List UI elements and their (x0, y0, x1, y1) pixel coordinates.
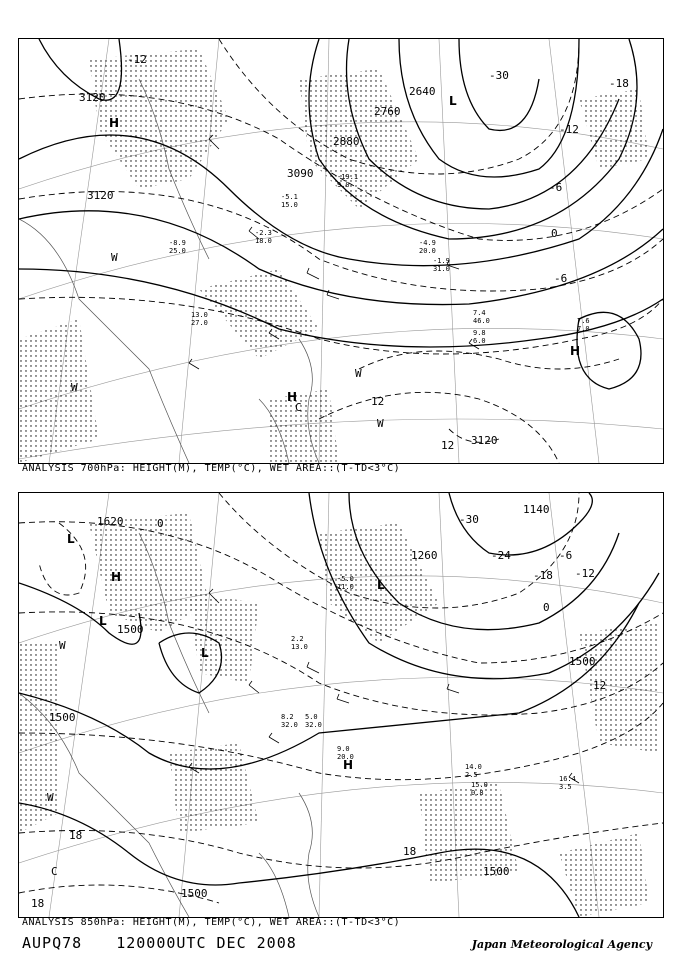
station-obs: 7.4 (473, 309, 486, 317)
height-label: 1500 (181, 887, 208, 900)
height-label: 1140 (523, 503, 550, 516)
temperature-label: 12 (441, 439, 455, 452)
height-label: 2880 (333, 135, 360, 148)
chart-timestamp: 120000UTC DEC 2008 (116, 934, 297, 952)
station-obs: 9.0 (337, 745, 350, 753)
station-obs: 5.0 (305, 713, 318, 721)
temperature-label: -24 (491, 549, 511, 562)
pressure-center-label: L (201, 646, 209, 660)
pressure-center-label: W (111, 251, 118, 264)
pressure-center-label: H (343, 758, 354, 772)
height-label: 1620 (97, 515, 124, 528)
pressure-center-label: H (111, 570, 122, 584)
pressure-center-label: H (287, 390, 298, 404)
station-obs: 16.4 (559, 775, 576, 783)
station-obs: -4.9 (419, 239, 436, 247)
station-obs: 32.0 (281, 721, 298, 729)
pressure-center-label: L (377, 578, 385, 592)
station-obs: 15.0 (281, 201, 298, 209)
station-obs: 7.6 (577, 317, 590, 325)
height-label: 1500 (569, 655, 596, 668)
station-obs: 9.8 (473, 329, 486, 337)
station-obs: -8.9 (169, 239, 186, 247)
temperature-label: 18 (403, 845, 417, 858)
pressure-center-label: W (71, 381, 78, 394)
station-obs: 6.0 (473, 337, 486, 345)
station-obs: 2.5 (465, 771, 478, 779)
station-obs: 46.0 (473, 317, 490, 325)
height-label: 1500 (483, 865, 510, 878)
temperature-label: 0 (157, 517, 164, 530)
pressure-center-label: H (109, 116, 120, 130)
temperature-label: -12 (127, 53, 147, 66)
temperature-label: 18 (31, 897, 45, 910)
station-obs: -19.1 (337, 173, 359, 181)
height-label: 1260 (411, 549, 438, 562)
station-obs: 8.2 (281, 713, 294, 721)
station-obs: 18.0 (255, 237, 272, 245)
station-obs: 13.0 (291, 643, 308, 651)
temperature-label: -6 (559, 549, 573, 562)
pressure-center-label: W (377, 417, 384, 430)
map-700hpa-svg (19, 39, 663, 463)
station-obs: -1.9 (433, 257, 450, 265)
station-obs: 14.0 (465, 763, 482, 771)
height-label: 2640 (409, 85, 436, 98)
station-obs: 20.0 (419, 247, 436, 255)
station-obs: 32.0 (305, 721, 322, 729)
height-label: 3120 (79, 91, 106, 104)
height-label: 3120 (471, 434, 498, 447)
station-obs: 7.0 (577, 325, 590, 333)
station-obs: -2.3 (255, 229, 272, 237)
pressure-center-label: L (99, 614, 107, 628)
pressure-center-label: C (295, 401, 302, 414)
station-obs: -5.0 (337, 575, 354, 583)
map-850hpa-svg (19, 493, 663, 917)
pressure-center-label: W (47, 791, 54, 804)
temperature-label: -12 (575, 567, 595, 580)
station-obs: 27.0 (191, 319, 208, 327)
pressure-center-label: L (449, 94, 457, 108)
temperature-label: -18 (609, 77, 629, 90)
station-obs: 15.0 (471, 781, 488, 789)
pressure-center-label: C (51, 865, 58, 878)
chart-code: AUPQ78 (22, 934, 83, 952)
station-obs: 2.2 (291, 635, 304, 643)
temperature-label: -6 (549, 181, 563, 194)
station-obs: 31.0 (433, 265, 450, 273)
temperature-label: 18 (69, 829, 83, 842)
pressure-center-label: W (355, 367, 362, 380)
station-obs: 20.0 (337, 753, 354, 761)
temperature-label: -18 (533, 569, 553, 582)
map-panel-700hpa (18, 38, 664, 464)
temperature-label: -30 (489, 69, 509, 82)
height-label: 1500 (117, 623, 144, 636)
map-panel-850hpa (18, 492, 664, 918)
map-caption-700hpa: ANALYSIS 700hPa: HEIGHT(M), TEMP(°C), WET AREA::(T-TD<3°C) (22, 463, 401, 474)
temperature-label: -12 (559, 123, 579, 136)
temperature-label: -30 (459, 513, 479, 526)
station-obs: -5.1 (281, 193, 298, 201)
agency-name: Japan Meteorological Agency (471, 938, 652, 951)
map-caption-850hpa: ANALYSIS 850hPa: HEIGHT(M), TEMP(°C), WET AREA::(T-TD<3°C) (22, 917, 401, 928)
temperature-label: -6 (554, 272, 568, 285)
temperature-label: 0 (543, 601, 550, 614)
pressure-center-label: W (59, 639, 66, 652)
temperature-label: 0 (551, 227, 558, 240)
height-label: 3090 (287, 167, 314, 180)
chart-identifier (22, 934, 321, 952)
pressure-center-label: H (570, 344, 581, 358)
height-label: 1500 (49, 711, 76, 724)
station-obs: 9.0 (337, 181, 350, 189)
height-label: 3120 (87, 189, 114, 202)
station-obs: 11.0 (337, 583, 354, 591)
station-obs: 25.0 (169, 247, 186, 255)
station-obs: 3.5 (559, 783, 572, 791)
pressure-center-label: L (67, 532, 75, 546)
station-obs: 0.8 (471, 789, 484, 797)
station-obs: 13.0 (191, 311, 208, 319)
temperature-label: 12 (371, 395, 385, 408)
temperature-label: 12 (593, 679, 607, 692)
height-label: 2760 (374, 105, 401, 118)
